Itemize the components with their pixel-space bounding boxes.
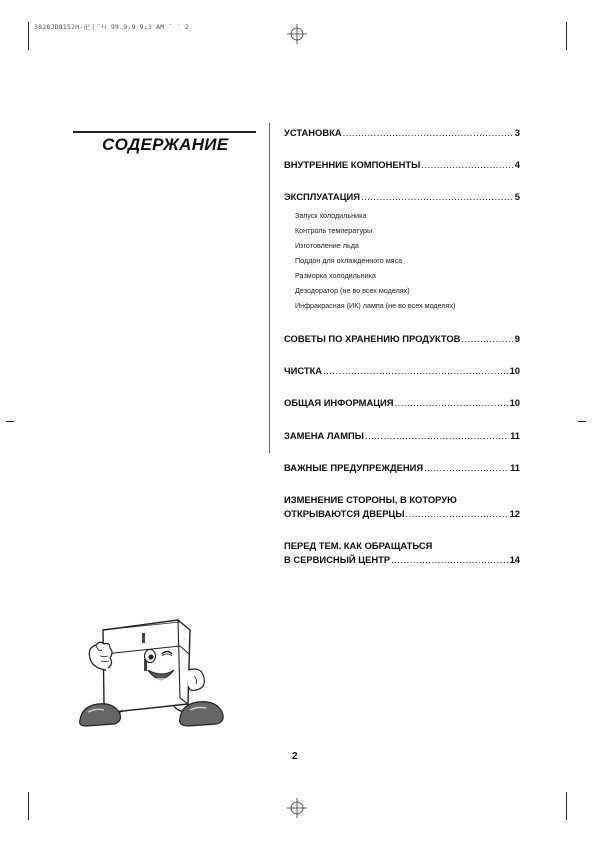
toc-entry-page: 14 <box>509 554 520 565</box>
toc-subitem[interactable]: Инфракрасная (ИК) лампа (не во всех моделях) <box>295 301 456 310</box>
toc-entry-label: УСТАНОВКА <box>284 127 342 138</box>
toc-entry-storage-tips[interactable] <box>284 332 520 346</box>
toc-entry-label-line1: ПЕРЕД ТЕМ. КАК ОБРАЩАТЬСЯ <box>284 540 433 551</box>
registration-mark-top-icon <box>287 24 307 44</box>
toc-entry-label: ОБЩАЯ ИНФОРМАЦИЯ <box>284 397 394 408</box>
crop-mark-mid-left <box>6 421 14 422</box>
toc-subitem[interactable]: Разморка холодильника <box>295 271 376 280</box>
registration-mark-bottom-icon <box>287 798 307 818</box>
toc-entry-cleaning[interactable] <box>284 364 520 378</box>
toc-entry-page: 11 <box>510 430 520 441</box>
toc-entry-label: ВНУТРЕННИЕ КОМПОНЕНТЫ <box>284 159 421 170</box>
toc-entry-page: 12 <box>509 508 520 519</box>
toc-entry-label: В СЕРВИСНЫЙ ЦЕНТР <box>284 554 391 565</box>
crop-mark-bottom-right <box>566 792 567 820</box>
toc-entry-label: ОТКРЫВАЮТСЯ ДВЕРЦЫ <box>284 508 405 519</box>
toc-entry-components[interactable] <box>284 158 520 172</box>
toc-entry-label: ЭКСПЛУАТАЦИЯ <box>284 191 361 202</box>
toc-entry-page: 10 <box>509 397 520 408</box>
toc-entry-lamp-replacement[interactable] <box>284 429 520 443</box>
toc-entry-label: СОВЕТЫ ПО ХРАНЕНИЮ ПРОДУКТОВ <box>284 333 461 344</box>
toc-entry-page: 11 <box>510 462 520 473</box>
toc-entry-label: ВАЖНЫЕ ПРЕДУПРЕЖДЕНИЯ <box>284 462 424 473</box>
toc-entry-operation[interactable] <box>284 190 520 204</box>
refrigerator-mascot-icon <box>70 612 240 730</box>
page-title: СОДЕРЖАНИЕ <box>102 135 229 154</box>
toc-subitem[interactable]: Запуск холодильника <box>295 211 367 220</box>
toc-subitem[interactable]: Контроль температуры <box>295 226 373 235</box>
print-header-code: 3828JD8152H-卍ㅣˉ¹ⅰ 99.9.9 9:3 AM ˉ ˙ 2 <box>34 23 190 31</box>
title-rule <box>73 131 256 133</box>
toc-entry-page: 4 <box>514 159 520 170</box>
toc-entry-service-center[interactable] <box>284 539 520 567</box>
toc-entry-label: ЧИСТКА <box>284 365 323 376</box>
toc-subitem[interactable]: Дезодоратор (не во всех моделях) <box>295 286 410 295</box>
toc-divider <box>269 123 270 453</box>
toc-entry-general-info[interactable] <box>284 396 520 410</box>
toc-entry-page: 9 <box>514 333 520 344</box>
toc-entry-page: 5 <box>514 191 520 202</box>
toc-entry-warnings[interactable] <box>284 461 520 475</box>
toc-entry-page: 10 <box>509 365 520 376</box>
crop-mark-top-right <box>566 22 567 50</box>
page-number: 2 <box>292 751 298 762</box>
toc-subitem[interactable]: Поддон для охлажденного мяса <box>295 256 403 265</box>
crop-mark-mid-right <box>578 421 586 422</box>
toc-entry-label: ЗАМЕНА ЛАМПЫ <box>284 430 364 441</box>
toc-entry-door-reversal[interactable] <box>284 493 520 521</box>
toc-entry-label-line1: ИЗМЕНЕНИЕ СТОРОНЫ, В КОТОРУЮ <box>284 494 457 505</box>
crop-mark-bottom-left <box>28 792 29 820</box>
crop-mark-top-left <box>28 22 29 50</box>
toc-entry-page: 3 <box>514 127 520 138</box>
toc-subitem[interactable]: Изготовление льда <box>295 241 359 250</box>
toc-entry-installation[interactable] <box>284 126 520 140</box>
